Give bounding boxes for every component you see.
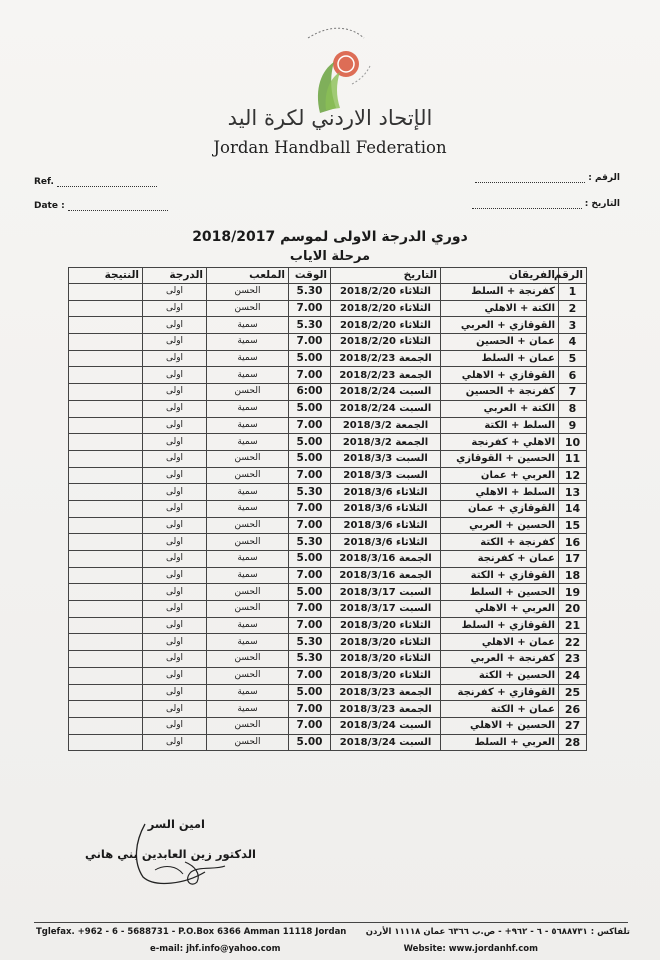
- match-result: [69, 417, 143, 434]
- match-date: الجمعة 2018/3/2: [331, 434, 441, 451]
- date-ar-line: [472, 208, 582, 209]
- match-venue: الحسن: [207, 651, 289, 668]
- table-row: [69, 667, 587, 684]
- match-time: 7.00: [289, 334, 331, 351]
- match-number: 24: [559, 667, 587, 684]
- match-time: 7.00: [289, 500, 331, 517]
- match-teams: عمان + الكتة: [441, 701, 559, 718]
- table-row: [69, 384, 587, 401]
- table-row: [69, 400, 587, 417]
- match-result: [69, 434, 143, 451]
- table-row: [69, 534, 587, 551]
- match-number: 22: [559, 634, 587, 651]
- table-header-row: [69, 268, 587, 284]
- header-time: الوقت: [289, 268, 331, 284]
- match-venue: سمية: [207, 417, 289, 434]
- table-row: [69, 601, 587, 618]
- handwritten-signature-icon: [125, 822, 230, 890]
- footer-contact-ar: تلفاكس : ٥٦٨٨٧٣١ - ٦ - ٩٦٢+ - ص.ب ٦٣٦٦ عمان ١١١١٨ الأردن: [365, 927, 630, 937]
- match-result: [69, 367, 143, 384]
- match-teams: عمان + الحسين: [441, 334, 559, 351]
- match-venue: سمية: [207, 634, 289, 651]
- match-result: [69, 634, 143, 651]
- match-venue: سمية: [207, 684, 289, 701]
- match-result: [69, 500, 143, 517]
- match-date: الجمعة 2018/3/23: [331, 684, 441, 701]
- match-grade: اولى: [143, 617, 207, 634]
- schedule-table: [68, 267, 587, 751]
- match-time: 5.00: [289, 584, 331, 601]
- match-result: [69, 584, 143, 601]
- match-date: الجمعة 2018/3/16: [331, 567, 441, 584]
- match-number: 26: [559, 701, 587, 718]
- match-result: [69, 450, 143, 467]
- match-date: الثلاثاء 2018/3/6: [331, 484, 441, 501]
- match-grade: اولى: [143, 584, 207, 601]
- table-row: [69, 551, 587, 568]
- federation-logo-icon: [300, 18, 372, 118]
- match-date: السبت 2018/3/17: [331, 601, 441, 618]
- table-row: [69, 300, 587, 317]
- match-grade: اولى: [143, 651, 207, 668]
- date-field: [34, 201, 168, 211]
- match-number: 9: [559, 417, 587, 434]
- match-teams: القوقازي + الكتة: [441, 567, 559, 584]
- match-grade: اولى: [143, 467, 207, 484]
- match-result: [69, 534, 143, 551]
- match-time: 7.00: [289, 601, 331, 618]
- match-time: 5.00: [289, 400, 331, 417]
- document-subtitle: مرحلة الاياب: [289, 249, 371, 264]
- match-result: [69, 551, 143, 568]
- table-row: [69, 684, 587, 701]
- match-venue: الحسن: [207, 601, 289, 618]
- match-number: 7: [559, 384, 587, 401]
- table-row: [69, 484, 587, 501]
- match-date: الثلاثاء 2018/2/20: [331, 284, 441, 301]
- match-grade: اولى: [143, 601, 207, 618]
- match-number: 10: [559, 434, 587, 451]
- match-time: 5.00: [289, 350, 331, 367]
- match-date: الثلاثاء 2018/3/20: [331, 651, 441, 668]
- match-number: 2: [559, 300, 587, 317]
- table-row: [69, 350, 587, 367]
- match-result: [69, 334, 143, 351]
- match-result: [69, 734, 143, 751]
- match-result: [69, 701, 143, 718]
- match-grade: اولى: [143, 384, 207, 401]
- match-teams: كفرنجة + السلط: [441, 284, 559, 301]
- match-time: 5.00: [289, 551, 331, 568]
- match-time: 5.30: [289, 484, 331, 501]
- match-date: الثلاثاء 2018/3/20: [331, 617, 441, 634]
- match-teams: الكتة + العربي: [441, 400, 559, 417]
- match-time: 5.30: [289, 284, 331, 301]
- match-time: 5.30: [289, 534, 331, 551]
- number-label-ar: الرقم :: [588, 173, 620, 183]
- match-number: 15: [559, 517, 587, 534]
- table-row: [69, 734, 587, 751]
- match-teams: الاهلي + كفرنجة: [441, 434, 559, 451]
- header-number: الرقم: [559, 268, 587, 284]
- match-grade: اولى: [143, 284, 207, 301]
- match-result: [69, 350, 143, 367]
- match-number: 12: [559, 467, 587, 484]
- match-grade: اولى: [143, 517, 207, 534]
- match-result: [69, 484, 143, 501]
- footer-email: e-mail: jhf.info@yahoo.com: [150, 944, 281, 954]
- match-number: 13: [559, 484, 587, 501]
- match-teams: القوقازي + العربي: [441, 317, 559, 334]
- match-grade: اولى: [143, 317, 207, 334]
- match-teams: عمان + الاهلي: [441, 634, 559, 651]
- match-number: 21: [559, 617, 587, 634]
- signatory-name: الدكتور زين العابدين بني هاني: [84, 847, 256, 861]
- match-date: السبت 2018/3/3: [331, 467, 441, 484]
- match-result: [69, 300, 143, 317]
- match-time: 5.00: [289, 734, 331, 751]
- table-row: [69, 617, 587, 634]
- match-result: [69, 651, 143, 668]
- match-date: السبت 2018/2/24: [331, 384, 441, 401]
- date-field-ar: [472, 199, 620, 209]
- match-teams: القوقازي + عمان: [441, 500, 559, 517]
- table-row: [69, 517, 587, 534]
- match-grade: اولى: [143, 350, 207, 367]
- match-number: 1: [559, 284, 587, 301]
- match-venue: سمية: [207, 617, 289, 634]
- match-venue: سمية: [207, 567, 289, 584]
- match-venue: سمية: [207, 317, 289, 334]
- match-teams: كفرنجة + الكتة: [441, 534, 559, 551]
- match-venue: سمية: [207, 500, 289, 517]
- match-venue: سمية: [207, 701, 289, 718]
- match-time: 7.00: [289, 667, 331, 684]
- match-date: الثلاثاء 2018/2/20: [331, 317, 441, 334]
- match-grade: اولى: [143, 684, 207, 701]
- header-teams: الفريقان: [441, 268, 559, 284]
- date-label-ar: التاريخ :: [584, 199, 620, 209]
- ref-label: Ref.: [34, 177, 54, 187]
- match-teams: القوقازي + السلط: [441, 617, 559, 634]
- table-row: [69, 500, 587, 517]
- match-venue: الحسن: [207, 300, 289, 317]
- match-number: 14: [559, 500, 587, 517]
- match-number: 27: [559, 717, 587, 734]
- match-result: [69, 684, 143, 701]
- table-row: [69, 567, 587, 584]
- table-row: [69, 717, 587, 734]
- match-result: [69, 317, 143, 334]
- match-number: 19: [559, 584, 587, 601]
- match-date: الثلاثاء 2018/3/6: [331, 500, 441, 517]
- table-row: [69, 701, 587, 718]
- header-grade: الدرجة: [143, 268, 207, 284]
- table-row: [69, 284, 587, 301]
- match-teams: العربي + عمان: [441, 467, 559, 484]
- ref-line: [57, 186, 157, 187]
- match-venue: سمية: [207, 334, 289, 351]
- match-venue: الحسن: [207, 667, 289, 684]
- match-teams: الحسين + السلط: [441, 584, 559, 601]
- match-grade: اولى: [143, 701, 207, 718]
- table-row: [69, 467, 587, 484]
- match-time: 5.00: [289, 434, 331, 451]
- match-grade: اولى: [143, 417, 207, 434]
- match-date: الثلاثاء 2018/2/20: [331, 300, 441, 317]
- footer-divider: [34, 922, 628, 923]
- match-time: 7.00: [289, 567, 331, 584]
- match-result: [69, 384, 143, 401]
- number-line: [475, 182, 585, 183]
- table-row: [69, 634, 587, 651]
- table-row: [69, 367, 587, 384]
- match-venue: الحسن: [207, 467, 289, 484]
- match-venue: الحسن: [207, 284, 289, 301]
- match-grade: اولى: [143, 434, 207, 451]
- table-row: [69, 434, 587, 451]
- match-result: [69, 400, 143, 417]
- document-title: دوري الدرجة الاولى لموسم 2018/2017: [192, 229, 468, 245]
- match-grade: اولى: [143, 534, 207, 551]
- match-date: السبت 2018/3/24: [331, 717, 441, 734]
- table-row: [69, 450, 587, 467]
- match-time: 7.00: [289, 701, 331, 718]
- date-line: [68, 210, 168, 211]
- match-time: 5.30: [289, 634, 331, 651]
- match-result: [69, 617, 143, 634]
- footer-contact-en: Tglefax. +962 - 6 - 5688731 - P.O.Box 6366 Amman 11118 Jordan: [36, 927, 347, 937]
- federation-name-en: Jordan Handball Federation: [213, 138, 447, 157]
- match-number: 11: [559, 450, 587, 467]
- match-number: 4: [559, 334, 587, 351]
- match-grade: اولى: [143, 484, 207, 501]
- match-teams: القوقازي + كفرنجة: [441, 684, 559, 701]
- match-grade: اولى: [143, 717, 207, 734]
- match-venue: سمية: [207, 400, 289, 417]
- match-venue: سمية: [207, 350, 289, 367]
- match-number: 6: [559, 367, 587, 384]
- match-teams: الحسين + الكتة: [441, 667, 559, 684]
- match-time: 7.00: [289, 300, 331, 317]
- match-venue: الحسن: [207, 384, 289, 401]
- signatory-title: امين السر: [147, 817, 205, 831]
- footer-website: Website: www.jordanhf.com: [403, 944, 538, 954]
- federation-name-ar: الإتحاد الاردني لكرة اليد: [227, 106, 433, 130]
- match-teams: عمان + كفرنجة: [441, 551, 559, 568]
- match-date: الثلاثاء 2018/2/20: [331, 334, 441, 351]
- match-date: الثلاثاء 2018/3/20: [331, 634, 441, 651]
- match-venue: سمية: [207, 367, 289, 384]
- match-date: الثلاثاء 2018/3/20: [331, 667, 441, 684]
- match-teams: عمان + السلط: [441, 350, 559, 367]
- header-date: التاريخ: [331, 268, 441, 284]
- match-teams: العربي + الاهلي: [441, 601, 559, 618]
- match-date: الجمعة 2018/2/23: [331, 350, 441, 367]
- match-date: السبت 2018/3/17: [331, 584, 441, 601]
- match-venue: سمية: [207, 434, 289, 451]
- match-teams: كفرنجة + الحسين: [441, 384, 559, 401]
- match-time: 7.00: [289, 617, 331, 634]
- table-row: [69, 317, 587, 334]
- match-venue: الحسن: [207, 450, 289, 467]
- match-time: 7.00: [289, 717, 331, 734]
- match-venue: الحسن: [207, 734, 289, 751]
- match-grade: اولى: [143, 300, 207, 317]
- match-result: [69, 467, 143, 484]
- match-number: 20: [559, 601, 587, 618]
- match-teams: السلط + الكتة: [441, 417, 559, 434]
- match-grade: اولى: [143, 334, 207, 351]
- match-result: [69, 517, 143, 534]
- match-grade: اولى: [143, 567, 207, 584]
- match-grade: اولى: [143, 634, 207, 651]
- match-number: 25: [559, 684, 587, 701]
- match-time: 7.00: [289, 417, 331, 434]
- match-result: [69, 667, 143, 684]
- match-grade: اولى: [143, 734, 207, 751]
- match-grade: اولى: [143, 500, 207, 517]
- match-date: الجمعة 2018/3/23: [331, 701, 441, 718]
- match-teams: كفرنجة + العربي: [441, 651, 559, 668]
- match-time: 7.00: [289, 467, 331, 484]
- match-date: الجمعة 2018/3/16: [331, 551, 441, 568]
- table-row: [69, 334, 587, 351]
- match-number: 5: [559, 350, 587, 367]
- match-grade: اولى: [143, 551, 207, 568]
- match-number: 18: [559, 567, 587, 584]
- match-teams: السلط + الاهلي: [441, 484, 559, 501]
- match-venue: الحسن: [207, 584, 289, 601]
- match-time: 7.00: [289, 517, 331, 534]
- match-time: 5.30: [289, 317, 331, 334]
- match-teams: العربي + السلط: [441, 734, 559, 751]
- match-venue: الحسن: [207, 534, 289, 551]
- match-result: [69, 717, 143, 734]
- match-time: 5.30: [289, 651, 331, 668]
- match-number: 8: [559, 400, 587, 417]
- match-result: [69, 284, 143, 301]
- match-number: 28: [559, 734, 587, 751]
- match-date: الجمعة 2018/3/2: [331, 417, 441, 434]
- table-row: [69, 417, 587, 434]
- match-venue: الحسن: [207, 517, 289, 534]
- date-label: Date :: [34, 201, 65, 211]
- match-teams: القوقازي + الاهلي: [441, 367, 559, 384]
- match-number: 16: [559, 534, 587, 551]
- match-result: [69, 567, 143, 584]
- match-grade: اولى: [143, 400, 207, 417]
- header-venue: الملعب: [207, 268, 289, 284]
- match-grade: اولى: [143, 667, 207, 684]
- ref-field: [34, 177, 157, 187]
- match-time: 6:00: [289, 384, 331, 401]
- table-row: [69, 584, 587, 601]
- match-number: 23: [559, 651, 587, 668]
- match-date: السبت 2018/3/24: [331, 734, 441, 751]
- match-grade: اولى: [143, 367, 207, 384]
- number-field-ar: [475, 173, 620, 183]
- match-date: السبت 2018/3/3: [331, 450, 441, 467]
- match-date: الثلاثاء 2018/3/6: [331, 517, 441, 534]
- match-date: السبت 2018/2/24: [331, 400, 441, 417]
- match-grade: اولى: [143, 450, 207, 467]
- match-venue: سمية: [207, 551, 289, 568]
- match-number: 17: [559, 551, 587, 568]
- match-teams: الحسين + الاهلي: [441, 717, 559, 734]
- match-time: 5.00: [289, 684, 331, 701]
- match-time: 5.00: [289, 450, 331, 467]
- match-date: الثلاثاء 2018/3/6: [331, 534, 441, 551]
- header-result: النتيجة: [69, 268, 143, 284]
- match-date: الجمعة 2018/2/23: [331, 367, 441, 384]
- match-teams: الكتة + الاهلي: [441, 300, 559, 317]
- match-teams: الحسين + القوقازي: [441, 450, 559, 467]
- match-venue: الحسن: [207, 717, 289, 734]
- match-number: 3: [559, 317, 587, 334]
- match-venue: سمية: [207, 484, 289, 501]
- table-row: [69, 651, 587, 668]
- match-teams: الحسين + العربي: [441, 517, 559, 534]
- match-time: 7.00: [289, 367, 331, 384]
- match-result: [69, 601, 143, 618]
